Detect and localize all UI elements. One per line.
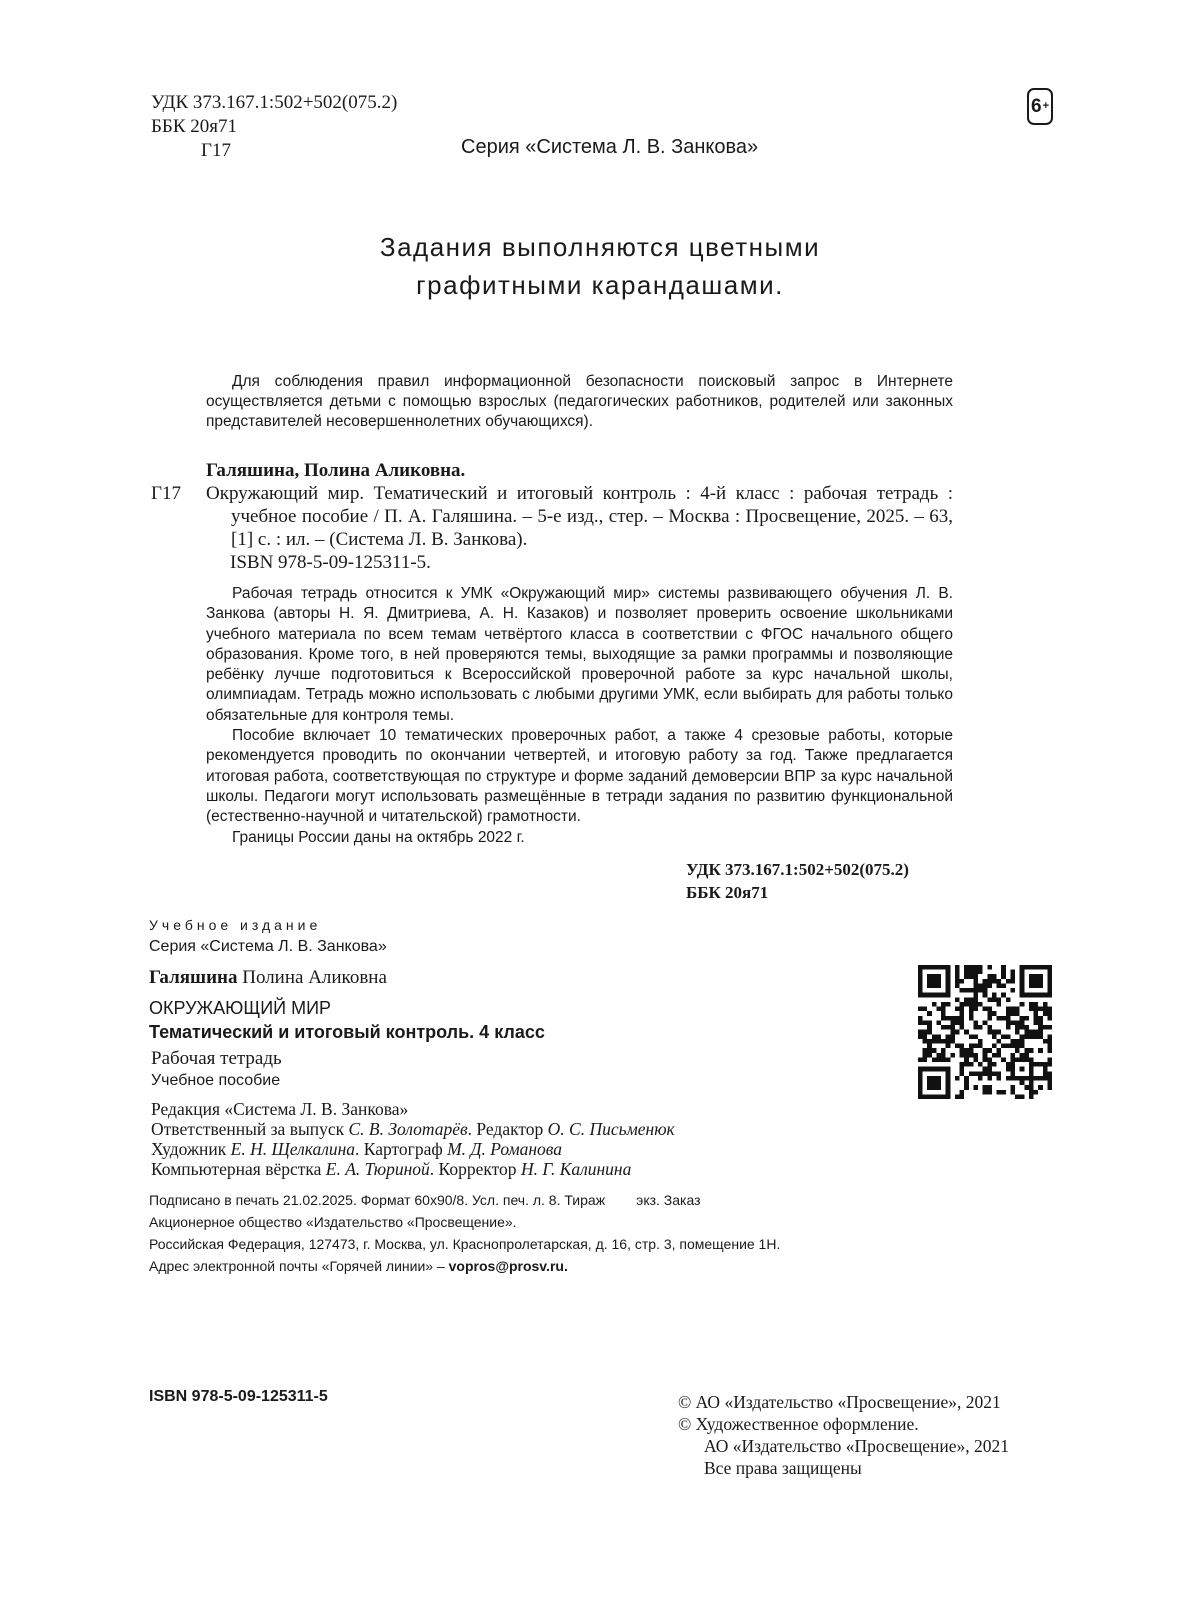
biblio-author-mark: Г17 — [151, 483, 181, 504]
series-title: Серия «Система Л. В. Занкова» — [461, 136, 759, 158]
age-rating-badge — [1027, 88, 1053, 125]
bbk-code-bottom: ББК 20я71 — [686, 883, 769, 902]
udk-code-bottom: УДК 373.167.1:502+502(075.2) — [686, 860, 909, 879]
age-rating-plus: + — [1042, 100, 1049, 112]
bibliographic-record — [151, 459, 953, 574]
artist-name: Е. Н. Щелкалина — [230, 1139, 356, 1159]
credits-editorial: Редакция «Система Л. В. Занкова» — [151, 1099, 409, 1119]
responsible-label: Ответственный за выпуск — [151, 1119, 345, 1139]
author-mark: Г17 — [201, 140, 231, 161]
internet-safety-text: Для соблюдения правил информационной безопасности поисковый запрос в Интернете осуществляется детьми с помощью взрослых (педагогических работников, родителей или законных представителей несовершеннолетних обучающихся). — [206, 373, 953, 430]
cartographer-name: М. Д. Романова — [447, 1139, 563, 1159]
hotline-email-link[interactable]: vopros@prosv.ru. — [448, 1258, 568, 1274]
print-info — [149, 1189, 780, 1277]
book-type: Рабочая тетрадь — [151, 1048, 282, 1069]
layout-name: Е. А. Тюриной — [325, 1159, 430, 1179]
annotation-paragraph-3: Границы России даны на октябрь 2022 г. — [232, 828, 525, 846]
layout-label: Компьютерная вёрстка — [151, 1159, 322, 1179]
annotation-paragraph-2: Пособие включает 10 тематических проверочных работ, а также 4 срезовые работы, которые рекомендуется проводить по окончании четвертей, и итоговую работу за год. Также предлагается итоговая работа, соответствующая по структуре и форме заданий демоверсии ВПР за курс начальной школы. Педагоги могут использовать размещённые в тетради задания по развитию функциональной (естественно-научной и читательской) грамотности. — [206, 727, 953, 826]
copyright-line-3: АО «Издательство «Просвещение», 2021 — [704, 1436, 1010, 1456]
biblio-isbn: ISBN 978-5-09-125311-5. — [230, 552, 431, 573]
corrector-label: Корректор — [438, 1159, 517, 1179]
rights-reserved: Все права защищены — [704, 1458, 862, 1478]
imprint-author-name: Полина Аликовна — [242, 967, 387, 988]
udk-code: УДК 373.167.1:502+502(075.2) — [151, 92, 398, 113]
corrector-name: Н. Г. Калинина — [520, 1159, 632, 1179]
hotline-email-label: Адрес электронной почты «Горячей линии» – — [149, 1258, 445, 1274]
imprint-author — [149, 967, 387, 989]
copyright-block — [678, 1391, 1009, 1479]
bbk-code: ББК 20я71 — [151, 116, 237, 137]
annotation-paragraph-1: Рабочая тетрадь относится к УМК «Окружающий мир» системы развивающего обучения Л. В. Занкова (авторы Н. Я. Дмитриева, А. Н. Казаков) и позволяет проверить освоение школьниками учебного материала по всем темам четвёртого класса в соответствии с ФГОС начального общего образования. Кроме того, в ней проверяются темы, выходящие за рамки программы и позволяющие ребёнку лучше подготовиться к Всероссийской проверочной работе за курс начальной школы, олимпиадам. Тетрадь можно использовать с любыми другими УМК, если выбирать для работы только обязательные для контроля темы. — [206, 585, 953, 724]
publisher-name: Акционерное общество «Издательство «Просвещение». — [149, 1214, 517, 1230]
annotation — [206, 584, 953, 848]
age-rating-value: 6 — [1030, 96, 1042, 117]
imprint-series: Серия «Система Л. В. Занкова» — [149, 938, 387, 955]
copyright-line-2: © Художественное оформление. — [678, 1414, 919, 1434]
book-kind: Учебное пособие — [151, 1072, 281, 1089]
cartographer-label: Картограф — [363, 1139, 443, 1159]
book-subtitle: Тематический и итоговый контроль. 4 класс — [149, 1022, 545, 1042]
credits — [151, 1099, 675, 1179]
credits-line-3: Художник Е. Н. Щелкалина. Картограф М. Д. Романова — [151, 1139, 563, 1159]
credits-line-4: Компьютерная вёрстка Е. А. Тюриной. Корректор Н. Г. Калинина — [151, 1159, 632, 1179]
biblio-description: Окружающий мир. Тематический и итоговый контроль : 4-й класс : рабочая тетрадь : учебное пособие / П. А. Галяшина. – 5-е изд., стер. – Москва : Просвещение, 2025. – 63, [1] с. : ил. – (Система Л. В. Занкова). — [206, 483, 953, 550]
artist-label: Художник — [151, 1139, 227, 1159]
imprint-author-surname: Галяшина — [149, 967, 238, 988]
book-subject: ОКРУЖАЮЩИЙ МИР — [149, 998, 332, 1018]
edition-type: Учебное издание — [149, 917, 322, 933]
print-signed: Подписано в печать 21.02.2025. Формат 60x90/8. Усл. печ. л. 8. Тираж экз. Заказ — [149, 1192, 701, 1208]
notice-line-2: графитными карандашами. — [416, 270, 784, 300]
biblio-author: Галяшина, Полина Аликовна. — [206, 460, 466, 481]
notice-line-1: Задания выполняются цветными — [379, 232, 821, 262]
classification-header — [151, 91, 397, 163]
copyright-line-1: © АО «Издательство «Просвещение», 2021 — [678, 1392, 1001, 1412]
credits-line-2: Ответственный за выпуск С. В. Золотарёв. Редактор О. С. Письменюк — [151, 1119, 675, 1139]
publisher-address: Российская Федерация, 127473, г. Москва, ул. Краснопролетарская, д. 16, стр. 3, помещение 1Н. — [149, 1236, 781, 1252]
footer-isbn: ISBN 978-5-09-125311-5 — [149, 1388, 328, 1405]
qr-code — [918, 965, 1052, 1099]
responsible-name: С. В. Золотарёв — [348, 1119, 468, 1139]
hotline-email-line — [149, 1255, 780, 1277]
pencil-notice — [300, 228, 900, 304]
classification-footer — [686, 858, 909, 904]
editor-name: О. С. Письменюк — [547, 1119, 675, 1139]
editor-label: Редактор — [476, 1119, 544, 1139]
